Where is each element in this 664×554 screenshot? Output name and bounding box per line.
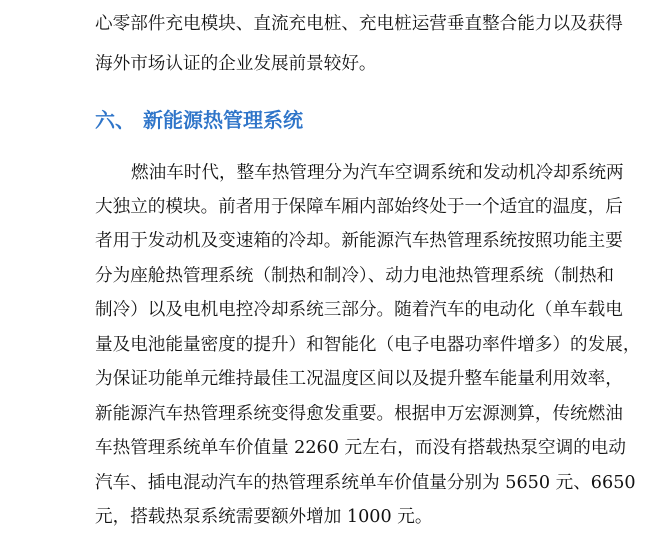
paragraph-line: 量及电池能量密度的提升）和智能化（电子电器功率件增多）的发展， — [95, 335, 641, 355]
paragraph-line: 汽车、插电混动汽车的热管理系统单车价值量分别为 5650 元、6650 — [95, 473, 636, 493]
paragraph-line: 新能源汽车热管理系统变得愈发重要。根据申万宏源测算，传统燃油 — [95, 404, 623, 424]
section-heading — [95, 105, 303, 135]
paragraph-line: 分为座舱热管理系统（制热和制冷）、动力电池热管理系统（制热和 — [95, 266, 615, 286]
paragraph-line: 海外市场认证的企业发展前景较好。 — [95, 54, 377, 74]
section-number: 六、 — [95, 108, 135, 132]
section-title: 新能源热管理系统 — [143, 108, 303, 132]
paragraph-line: 心零部件充电模块、直流充电桩、充电桩运营垂直整合能力以及获得 — [95, 14, 623, 34]
paragraph-line: 大独立的模块。前者用于保障车厢内部始终处于一个适宜的温度，后 — [95, 197, 623, 217]
paragraph-line: 燃油车时代，整车热管理分为汽车空调系统和发动机冷却系统两 — [131, 163, 624, 183]
paragraph-line: 车热管理系统单车价值量 2260 元左右，而没有搭载热泵空调的电动 — [95, 438, 626, 458]
paragraph-line: 元，搭载热泵系统需要额外增加 1000 元。 — [95, 507, 433, 527]
paragraph-line: 者用于发动机及变速箱的冷却。新能源汽车热管理系统按照功能主要 — [95, 231, 623, 251]
paragraph-line: 制冷）以及电机电控冷却系统三部分。随着汽车的电动化（单车载电 — [95, 300, 623, 320]
paragraph-line: 为保证功能单元维持最佳工况温度区间以及提升整车能量利用效率， — [95, 369, 623, 389]
